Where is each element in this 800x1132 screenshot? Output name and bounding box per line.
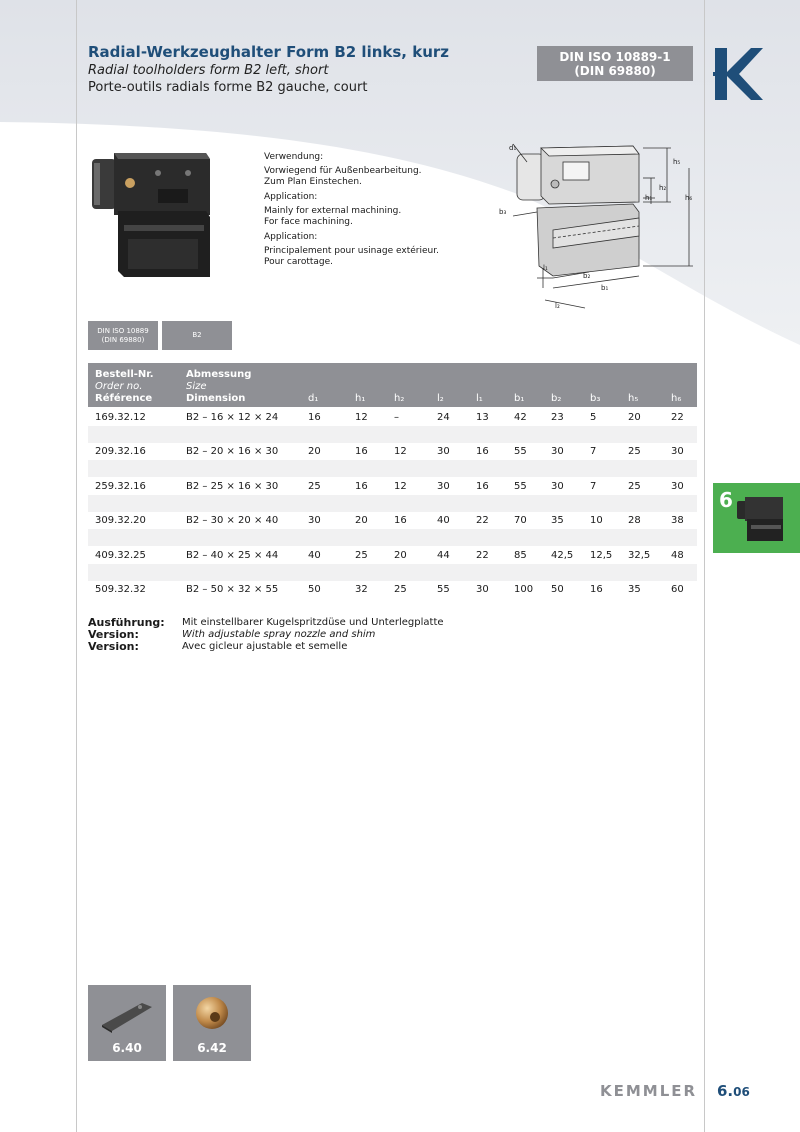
value-cell: 30 xyxy=(671,446,684,458)
value-cell: 20 xyxy=(308,446,321,458)
dim-b1-label: b₁ xyxy=(601,284,609,292)
dim-h6-label: h₆ xyxy=(685,194,693,202)
col-dim-en: Size xyxy=(186,381,207,392)
accessory-shim[interactable] xyxy=(88,985,166,1061)
section-tab-number: 6 xyxy=(719,488,733,512)
value-cell: 28 xyxy=(628,515,641,527)
value-cell: 30 xyxy=(437,446,450,458)
col-order-fr: Référence xyxy=(95,393,153,404)
value-cell: 12,5 xyxy=(590,549,613,561)
dimension-cell: B2 – 25 × 16 × 30 xyxy=(186,480,279,492)
col-l2: l₂ xyxy=(437,393,444,404)
value-cell: 40 xyxy=(308,549,321,561)
value-cell: 16 xyxy=(355,446,368,458)
value-cell: 22 xyxy=(476,549,489,561)
value-cell: 55 xyxy=(437,584,450,595)
order-number-cell: 409.32.25 xyxy=(95,549,146,561)
value-cell: 23 xyxy=(551,412,564,423)
value-cell: 32 xyxy=(355,584,368,595)
order-number-cell: 169.32.12 xyxy=(95,412,146,423)
usage-fr-heading: Application: xyxy=(264,232,318,242)
value-cell: – xyxy=(394,412,399,423)
table-row xyxy=(88,512,697,529)
value-cell: 30 xyxy=(671,480,684,492)
dim-d1-label: d₁ xyxy=(509,144,517,152)
table-row xyxy=(88,478,697,495)
page-subtitle-fr: Porte-outils radials forme B2 gauche, court xyxy=(88,80,368,95)
col-h2: h₂ xyxy=(394,393,405,404)
table-row xyxy=(88,581,697,598)
usage-de-line-1: Vorwiegend für Außenbearbeitung. xyxy=(264,166,422,176)
page-number xyxy=(717,1082,750,1100)
toolholder-photo xyxy=(88,145,218,285)
usage-en-line-2: For face machining. xyxy=(264,217,353,227)
col-h5: h₅ xyxy=(628,393,639,404)
right-margin-line xyxy=(704,0,705,1132)
value-cell: 55 xyxy=(514,480,527,492)
kemmler-logo-icon xyxy=(713,46,763,102)
dimension-cell: B2 – 50 × 32 × 55 xyxy=(186,584,279,595)
version-en-key: Version: xyxy=(88,628,139,641)
usage-en-heading: Application: xyxy=(264,192,318,202)
value-cell: 38 xyxy=(671,515,684,527)
order-number-cell: 309.32.20 xyxy=(95,515,146,527)
col-dim-de: Abmessung xyxy=(186,369,252,380)
value-cell: 25 xyxy=(308,480,321,492)
value-cell: 5 xyxy=(590,412,597,423)
value-cell: 55 xyxy=(514,446,527,458)
col-b1: b₁ xyxy=(514,393,525,404)
dimension-cell: B2 – 30 × 20 × 40 xyxy=(186,515,279,527)
value-cell: 30 xyxy=(437,480,450,492)
value-cell: 30 xyxy=(551,480,564,492)
page-subtitle-en: Radial toolholders form B2 left, short xyxy=(88,63,329,78)
left-margin-line xyxy=(76,0,77,1132)
page-title: Radial-Werkzeughalter Form B2 links, kurz xyxy=(88,43,450,61)
order-number-cell: 259.32.16 xyxy=(95,480,146,492)
col-d1: d₁ xyxy=(308,393,319,404)
value-cell: 44 xyxy=(437,549,450,561)
version-en-value: With adjustable spray nozzle and shim xyxy=(182,629,376,640)
value-cell: 35 xyxy=(551,515,564,527)
order-number-cell: 509.32.32 xyxy=(95,584,146,595)
row-spacer xyxy=(88,529,697,546)
form-tag xyxy=(162,321,232,350)
value-cell: 13 xyxy=(476,412,489,423)
version-fr-key: Version: xyxy=(88,640,139,653)
order-number-cell: 209.32.16 xyxy=(95,446,146,458)
norm-tag xyxy=(88,321,158,350)
table-row xyxy=(88,409,697,426)
table-row xyxy=(88,443,697,460)
value-cell: 16 xyxy=(308,412,321,423)
dim-b2-label: b₂ xyxy=(583,272,591,280)
col-h1: h₁ xyxy=(355,393,366,404)
value-cell: 40 xyxy=(437,515,450,527)
dim-h5-label: h₅ xyxy=(673,158,681,166)
table-row xyxy=(88,547,697,564)
dim-b3-label: b₃ xyxy=(499,208,507,216)
value-cell: 22 xyxy=(671,412,684,423)
dim-l2-label: l₂ xyxy=(555,302,560,310)
spray-nozzle-ball-icon xyxy=(191,993,233,1033)
norm-tag-line-1: DIN ISO 10889 xyxy=(97,326,149,335)
value-cell: 16 xyxy=(590,584,603,595)
usage-en-line-1: Mainly for external machining. xyxy=(264,206,402,216)
value-cell: 7 xyxy=(590,446,597,458)
col-dim-fr: Dimension xyxy=(186,393,246,404)
row-spacer xyxy=(88,564,697,581)
value-cell: 10 xyxy=(590,515,603,527)
norm-line-2: (DIN 69880) xyxy=(574,64,656,78)
value-cell: 16 xyxy=(476,446,489,458)
accessory-spray-nozzle-label: 6.42 xyxy=(197,1041,227,1055)
norm-tag-line-2: (DIN 69880) xyxy=(101,335,145,344)
dimension-cell: B2 – 16 × 12 × 24 xyxy=(186,412,279,423)
value-cell: 50 xyxy=(308,584,321,595)
value-cell: 24 xyxy=(437,412,450,423)
value-cell: 20 xyxy=(628,412,641,423)
value-cell: 25 xyxy=(628,480,641,492)
toolholder-thumb-icon xyxy=(735,493,795,545)
value-cell: 100 xyxy=(514,584,534,595)
value-cell: 70 xyxy=(514,515,527,527)
row-spacer xyxy=(88,495,697,512)
version-de-value: Mit einstellbarer Kugelspritzdüse und Unterlegplatte xyxy=(182,617,444,628)
col-order-de: Bestell-Nr. xyxy=(95,369,154,380)
value-cell: 16 xyxy=(476,480,489,492)
table-header xyxy=(88,363,697,407)
page-number-sub: 06 xyxy=(733,1085,750,1099)
value-cell: 7 xyxy=(590,480,597,492)
usage-fr-line-2: Pour carottage. xyxy=(264,257,334,267)
value-cell: 30 xyxy=(308,515,321,527)
row-spacer xyxy=(88,460,697,477)
form-tag-label: B2 xyxy=(192,331,202,339)
value-cell: 32,5 xyxy=(628,549,651,561)
col-order-en: Order no. xyxy=(95,381,143,392)
technical-drawing xyxy=(493,138,703,316)
value-cell: 22 xyxy=(476,515,489,527)
value-cell: 25 xyxy=(628,446,641,458)
col-b3: b₃ xyxy=(590,393,601,404)
value-cell: 48 xyxy=(671,549,684,561)
value-cell: 25 xyxy=(394,584,407,595)
accessory-spray-nozzle[interactable] xyxy=(173,985,251,1061)
value-cell: 16 xyxy=(394,515,407,527)
value-cell: 12 xyxy=(355,412,368,423)
value-cell: 16 xyxy=(355,480,368,492)
value-cell: 30 xyxy=(551,446,564,458)
col-l1: l₁ xyxy=(476,393,483,404)
value-cell: 12 xyxy=(394,480,407,492)
usage-fr-line-1: Principalement pour usinage extérieur. xyxy=(264,246,439,256)
value-cell: 85 xyxy=(514,549,527,561)
col-b2: b₂ xyxy=(551,393,562,404)
value-cell: 20 xyxy=(394,549,407,561)
value-cell: 35 xyxy=(628,584,641,595)
dim-l1-label: l₁ xyxy=(543,264,548,272)
dimension-cell: B2 – 20 × 16 × 30 xyxy=(186,446,279,458)
row-spacer xyxy=(88,426,697,443)
value-cell: 50 xyxy=(551,584,564,595)
dim-h2-label: h₂ xyxy=(659,184,667,192)
page-number-main: 6. xyxy=(717,1082,734,1100)
brand-name: KEMMLER xyxy=(600,1082,698,1100)
col-h6: h₆ xyxy=(671,393,682,404)
section-tab-6[interactable] xyxy=(713,483,800,553)
norm-line-1: DIN ISO 10889-1 xyxy=(559,50,671,64)
norm-badge xyxy=(537,46,693,81)
value-cell: 60 xyxy=(671,584,684,595)
value-cell: 12 xyxy=(394,446,407,458)
value-cell: 42,5 xyxy=(551,549,574,561)
value-cell: 42 xyxy=(514,412,527,423)
usage-de-heading: Verwendung: xyxy=(264,152,324,162)
value-cell: 30 xyxy=(476,584,489,595)
value-cell: 20 xyxy=(355,515,368,527)
value-cell: 25 xyxy=(355,549,368,561)
version-fr-value: Avec gicleur ajustable et semelle xyxy=(182,641,348,652)
shim-plate-icon xyxy=(98,995,156,1035)
dim-h1-label: h₁ xyxy=(645,194,653,202)
usage-de-line-2: Zum Plan Einstechen. xyxy=(264,177,362,187)
accessory-shim-label: 6.40 xyxy=(112,1041,142,1055)
dimension-cell: B2 – 40 × 25 × 44 xyxy=(186,549,279,561)
version-de-key: Ausführung: xyxy=(88,616,165,629)
